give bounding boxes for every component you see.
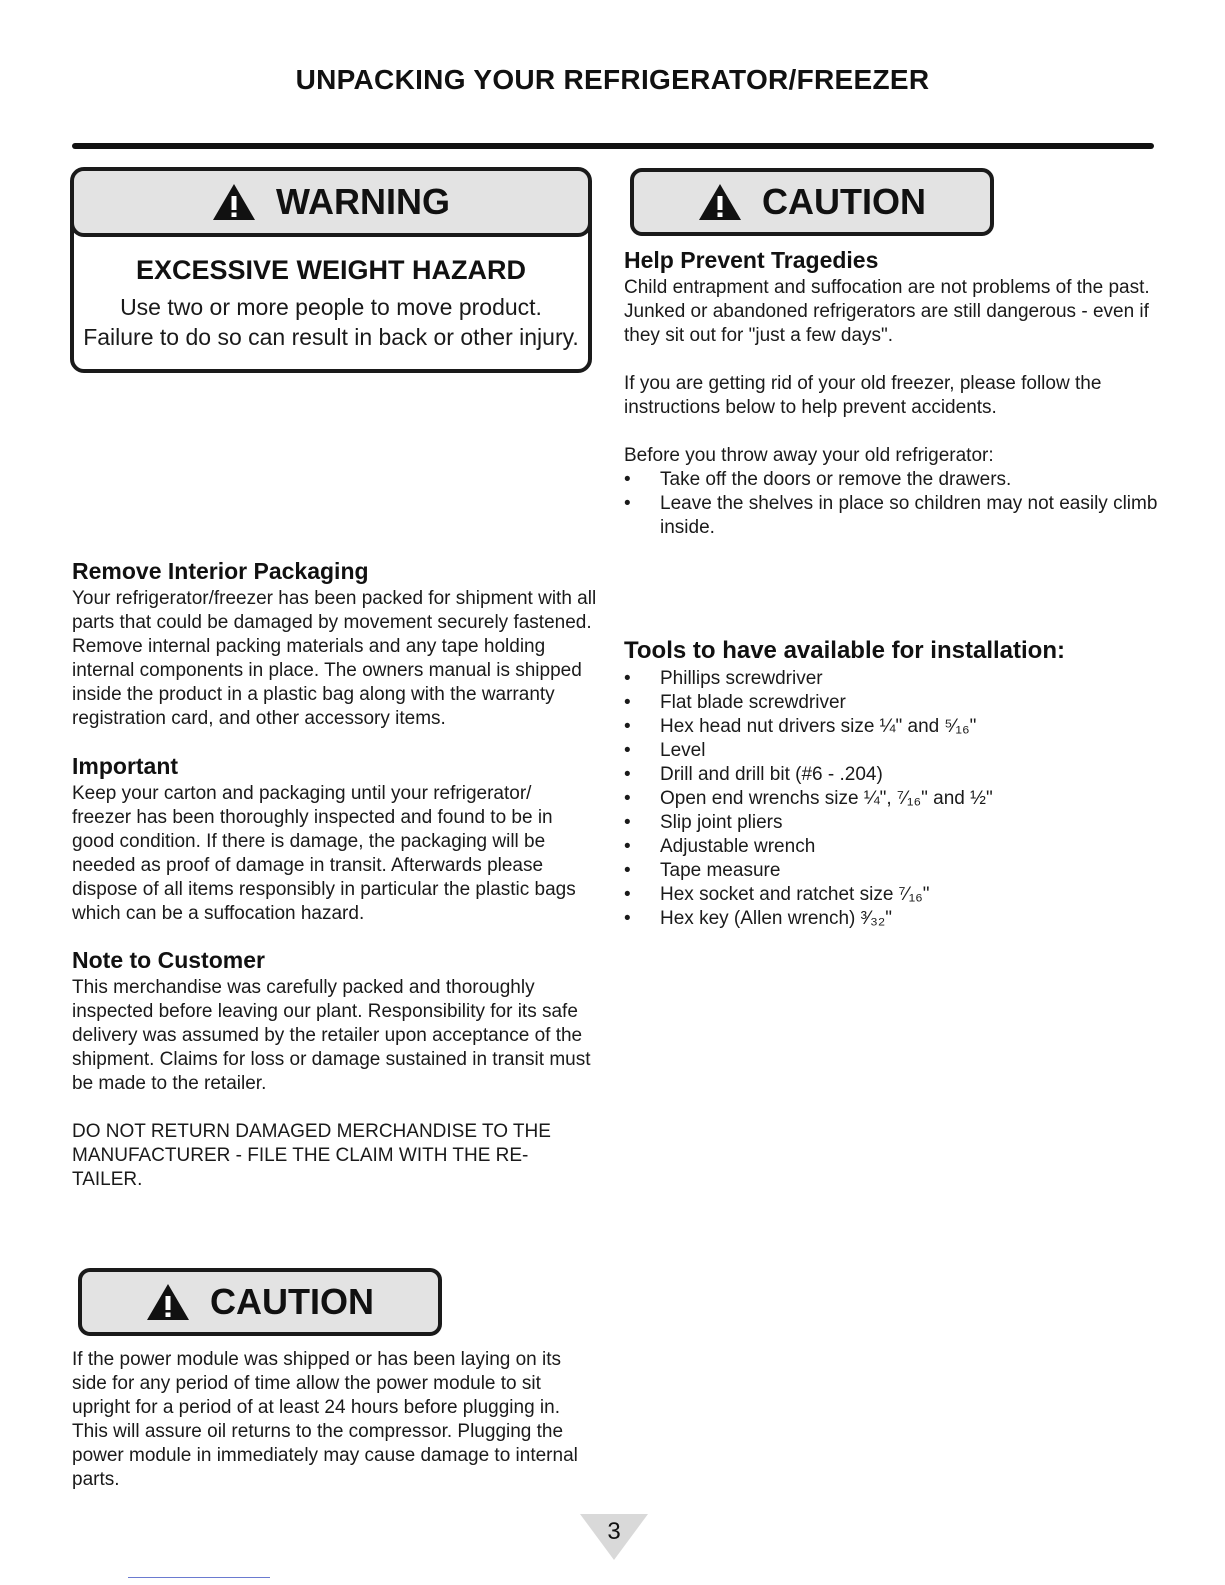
caution-banner-top (630, 168, 994, 236)
warning-banner (70, 167, 592, 237)
warning-triangle-icon (212, 183, 256, 221)
note-to-customer-body: This merchandise was carefully packed and thoroughly inspected before leaving our plant. Responsibility for its safe delivery was assumed by the retailer upon acceptance of the shipment. Claims for loss or damage sustained in transit must be made to the retailer. (72, 977, 591, 1094)
note-to-customer-section (72, 946, 606, 1192)
list-item: • Take off the doors or remove the drawers. (624, 468, 1158, 492)
help-prevent-para-3: Before you throw away your old refrigerator: (624, 445, 994, 466)
caution-top-label: CAUTION (762, 181, 926, 222)
important-heading: Important (72, 753, 179, 779)
list-item: • Hex key (Allen wrench) ³⁄₃₂" (624, 907, 1158, 931)
list-item: • Hex head nut drivers size ¼" and ⁵⁄₁₆" (624, 715, 1158, 739)
tools-section (624, 637, 1158, 931)
remove-packaging-body: Your refrigerator/freezer has been packed for shipment with all parts that could be damaged by movement securely fastened. Remove internal packing materials and any tape holding internal components in place. The owners manual is shipped inside the product in a plastic bag along with the warranty registration card, and other accessory items. (72, 588, 597, 729)
list-item: • Open end wrenchs size ¼", ⁷⁄₁₆" and ½" (624, 787, 1158, 811)
list-item: • Adjustable wrench (624, 835, 1158, 859)
remove-packaging-heading: Remove Interior Packaging (72, 558, 369, 584)
page-number: 3 (607, 1518, 621, 1545)
page-number-marker (580, 1514, 648, 1560)
help-prevent-heading: Help Prevent Tragedies (624, 247, 879, 273)
note-to-customer-heading: Note to Customer (72, 947, 265, 973)
important-body: Keep your carton and packaging until your refrigerator/ freezer has been thoroughly inspected and found to be in good condition. If there is damage, the packaging will be needed as proof of damage in transit. Afterwards please dispose of all items responsibly in particular the plastic bags which can be a suffocation hazard. (72, 783, 576, 924)
list-item: • Flat blade screwdriver (624, 691, 1158, 715)
page-title: UNPACKING YOUR REFRIGERATOR/FREEZER (295, 64, 930, 95)
warning-label: WARNING (276, 181, 450, 222)
list-item: • Slip joint pliers (624, 811, 1158, 835)
warning-line-2: Failure to do so can result in back or other injury. (83, 324, 579, 350)
tools-heading: Tools to have available for installation: (624, 637, 1065, 664)
important-section (72, 752, 592, 926)
warning-line-1: Use two or more people to move product. (120, 294, 542, 320)
remove-packaging-section (72, 557, 606, 731)
help-prevent-para-2: If you are getting rid of your old freezer, please follow the instructions below to help prevent accidents. (624, 373, 1102, 418)
caution-triangle-icon (698, 183, 742, 221)
footer-line (128, 1577, 270, 1578)
warning-box (70, 167, 592, 373)
list-item: • Level (624, 739, 1158, 763)
list-item: • Tape measure (624, 859, 1158, 883)
caution-triangle-icon (146, 1283, 190, 1321)
caution-bottom-section (72, 1348, 592, 1492)
help-prevent-list (624, 468, 1158, 540)
help-prevent-section (624, 246, 1158, 540)
note-to-customer-notice: DO NOT RETURN DAMAGED MERCHANDISE TO THE MANUFACTURER - FILE THE CLAIM WITH THE RE-TAILER. (72, 1121, 551, 1190)
list-item: • Leave the shelves in place so children may not easily climb inside. (624, 492, 1158, 540)
caution-bottom-label: CAUTION (210, 1281, 374, 1322)
caution-banner-bottom (78, 1268, 442, 1336)
help-prevent-para-1: Child entrapment and suffocation are not problems of the past. Junked or abandoned refrigerators are still dangerous - even if they sit out for "just a few days". (624, 277, 1150, 346)
list-item: • Drill and drill bit (#6 - .204) (624, 763, 1158, 787)
title-divider (72, 143, 1154, 149)
list-item: • Phillips screwdriver (624, 667, 1158, 691)
tools-list (624, 667, 1158, 931)
warning-hazard-title: EXCESSIVE WEIGHT HAZARD (135, 255, 527, 285)
caution-bottom-body: If the power module was shipped or has been laying on its side for any period of time allow the power module to sit upright for a period of at least 24 hours before plugging in. This will assure oil returns to the compressor. Plugging the power module in immediately may cause damage to internal parts. (72, 1349, 578, 1490)
warning-body (74, 255, 588, 352)
list-item: • Hex socket and ratchet size ⁷⁄₁₆" (624, 883, 1158, 907)
